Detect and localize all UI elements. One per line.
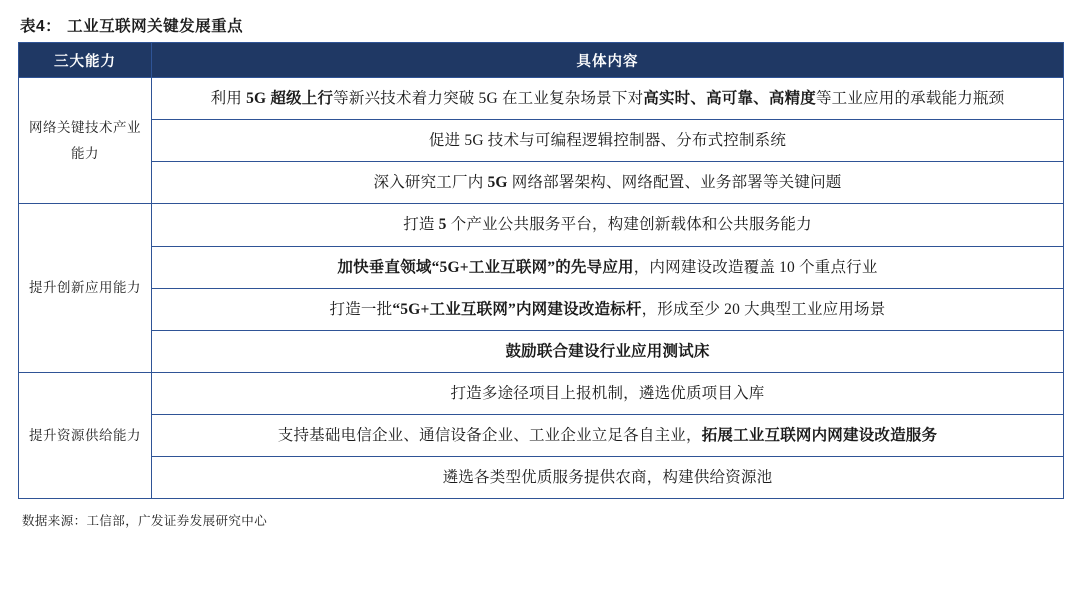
content-cell: 鼓励联合建设行业应用测试床 (152, 330, 1064, 372)
table-row (19, 372, 1064, 414)
capability-cell: 网络关键技术产业能力 (19, 78, 152, 204)
table-row (19, 162, 1064, 204)
table-caption (20, 14, 1064, 36)
header-capability: 三大能力 (19, 43, 152, 78)
table-body (19, 78, 1064, 499)
content-cell: 支持基础电信企业、通信设备企业、工业企业立足各自主业，拓展工业互联网内网建设改造服务 (152, 415, 1064, 457)
content-cell: 加快垂直领域“5G+工业互联网”的先导应用，内网建设改造覆盖 10 个重点行业 (152, 246, 1064, 288)
content-cell: 打造 5 个产业公共服务平台，构建创新载体和公共服务能力 (152, 204, 1064, 246)
content-cell: 深入研究工厂内 5G 网络部署架构、网络配置、业务部署等关键问题 (152, 162, 1064, 204)
source-note: 数据来源：工信部，广发证券发展研究中心 (22, 514, 268, 529)
caption-number: 表4： (20, 18, 62, 35)
content-cell: 利用 5G 超级上行等新兴技术着力突破 5G 在工业复杂场景下对高实时、高可靠、高精度等工业应用的承载能力瓶颈 (152, 78, 1064, 120)
content-cell: 遴选各类型优质服务提供农商，构建供给资源池 (152, 457, 1064, 499)
table-row (19, 204, 1064, 246)
table-row (19, 120, 1064, 162)
table-row (19, 78, 1064, 120)
table-row (19, 457, 1064, 499)
content-cell: 促进 5G 技术与可编程逻辑控制器、分布式控制系统 (152, 120, 1064, 162)
capability-cell: 提升资源供给能力 (19, 372, 152, 498)
key-development-table (18, 42, 1064, 499)
table-header (19, 43, 1064, 78)
content-cell: 打造多途径项目上报机制，遴选优质项目入库 (152, 372, 1064, 414)
table-row (19, 415, 1064, 457)
table-row (19, 288, 1064, 330)
header-content: 具体内容 (152, 43, 1064, 78)
caption-title: 工业互联网关键发展重点 (67, 18, 244, 35)
table-row (19, 246, 1064, 288)
capability-cell: 提升创新应用能力 (19, 204, 152, 373)
content-cell: 打造一批“5G+工业互联网”内网建设改造标杆，形成至少 20 大典型工业应用场景 (152, 288, 1064, 330)
table-header-row (19, 43, 1064, 78)
table-row (19, 330, 1064, 372)
